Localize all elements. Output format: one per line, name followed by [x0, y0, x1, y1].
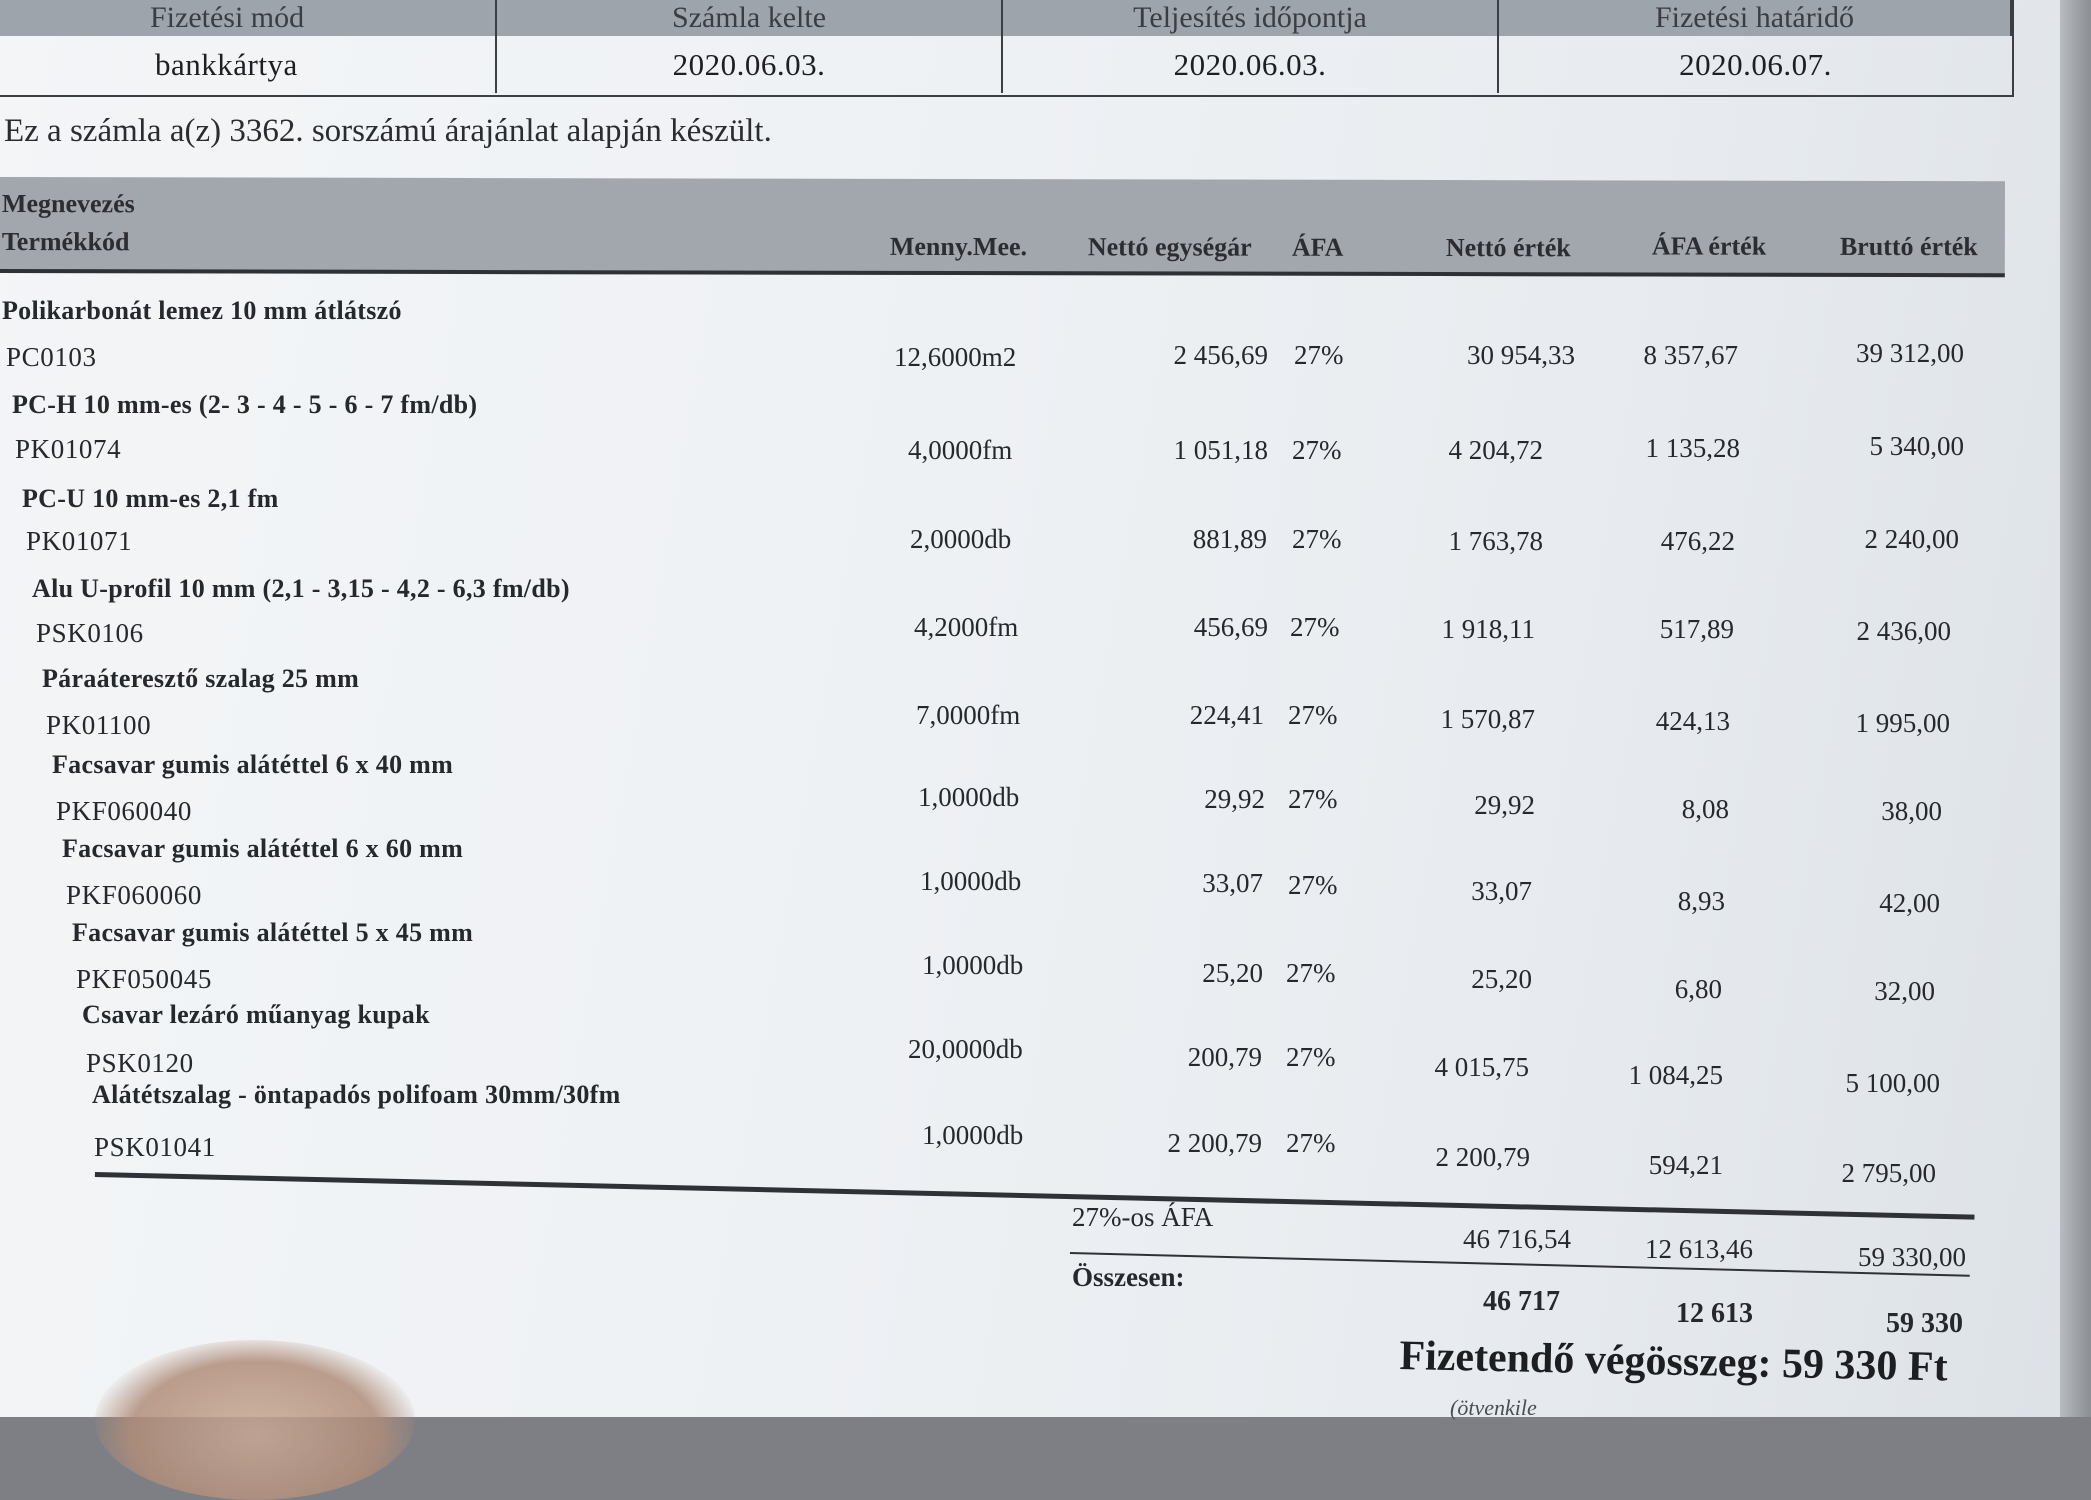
item-name: Facsavar gumis alátéttel 6 x 60 mm — [62, 834, 464, 863]
fulfillment-date-header: Teljesítés időpontja — [1003, 0, 1499, 36]
item-name: Csavar lezáró műanyag kupak — [82, 1000, 430, 1029]
item-vat-value: 594,21 — [1648, 1150, 1723, 1180]
item-vat-value: 476,22 — [1660, 526, 1735, 556]
item-vat: 27% — [1286, 1042, 1336, 1072]
col-gross-header: Bruttó érték — [1839, 231, 1978, 262]
item-name: Facsavar gumis alátéttel 6 x 40 mm — [52, 750, 454, 779]
table-row — [0, 574, 2060, 666]
total-net: 46 717 — [1483, 1286, 1560, 1317]
item-unit-price: 224,41 — [1189, 700, 1264, 730]
col-name-header: Megnevezés — [1, 189, 135, 219]
item-code: PK01074 — [15, 434, 122, 464]
vat-summary-vat: 12 613,46 — [1645, 1234, 1753, 1264]
item-vat: 27% — [1286, 958, 1336, 988]
item-gross: 32,00 — [1874, 976, 1935, 1006]
vat-summary-net: 46 716,54 — [1463, 1224, 1571, 1254]
item-name: PC-U 10 mm-es 2,1 fm — [22, 484, 279, 513]
item-vat-value: 1 084,25 — [1628, 1060, 1723, 1090]
item-qty: 1,0000db — [922, 950, 1024, 980]
item-unit-price: 200,79 — [1187, 1042, 1262, 1072]
item-vat: 27% — [1290, 612, 1340, 642]
payment-method-value: bankkártya — [0, 36, 497, 93]
item-unit-price: 456,69 — [1193, 612, 1268, 642]
item-net: 1 763,78 — [1448, 526, 1543, 556]
item-vat: 27% — [1292, 435, 1342, 465]
item-qty: 7,0000fm — [916, 700, 1021, 730]
item-name: PC-H 10 mm-es (2- 3 - 4 - 5 - 6 - 7 fm/db) — [12, 390, 478, 419]
payment-deadline-value: 2020.06.07. — [1679, 46, 1832, 82]
col-vat-value-header: ÁFA érték — [1651, 231, 1767, 261]
item-gross: 5 100,00 — [1845, 1068, 1940, 1098]
col-unit-price-header: Nettó egységár — [1087, 232, 1252, 262]
item-vat: 27% — [1288, 784, 1338, 814]
finger-thumb — [95, 1340, 415, 1500]
table-row — [0, 390, 2060, 482]
table-row — [0, 834, 2060, 926]
grand-total: Fizetendő végösszeg: 59 330 Ft — [1399, 1332, 1949, 1391]
item-unit-price: 33,07 — [1202, 868, 1263, 898]
item-net: 33,07 — [1471, 876, 1532, 906]
col-code-header: Termékkód — [1, 227, 130, 257]
item-gross: 1 995,00 — [1855, 708, 1950, 738]
item-name: Facsavar gumis alátéttel 5 x 45 mm — [72, 918, 474, 947]
item-qty: 2,0000db — [910, 524, 1012, 554]
item-name: Páraáteresztő szalag 25 mm — [42, 664, 360, 693]
item-net: 4 015,75 — [1434, 1052, 1529, 1082]
item-unit-price: 1 051,18 — [1173, 435, 1268, 465]
item-vat-value: 6,80 — [1674, 974, 1722, 1004]
total-gross: 59 330 — [1886, 1308, 1963, 1339]
table-row — [0, 750, 2060, 842]
payment-method-header: Fizetési mód — [0, 0, 497, 36]
item-qty: 1,0000db — [922, 1120, 1024, 1150]
item-vat: 27% — [1286, 1128, 1336, 1158]
item-qty: 4,0000fm — [908, 435, 1013, 465]
page-edge-shadow — [2060, 0, 2091, 1417]
item-gross: 2 240,00 — [1864, 524, 1959, 554]
item-gross: 42,00 — [1879, 888, 1940, 918]
item-net: 1 570,87 — [1440, 704, 1535, 734]
vat-summary-gross: 59 330,00 — [1858, 1242, 1966, 1272]
item-vat-value: 1 135,28 — [1645, 433, 1740, 463]
table-row — [0, 918, 2060, 1010]
item-vat-value: 8 357,67 — [1643, 340, 1738, 370]
item-qty: 1,0000db — [918, 782, 1020, 812]
item-net: 4 204,72 — [1448, 435, 1543, 465]
item-gross: 39 312,00 — [1856, 338, 1964, 368]
table-row — [0, 484, 2060, 576]
item-unit-price: 2 200,79 — [1167, 1128, 1262, 1158]
item-qty: 1,0000db — [920, 866, 1022, 896]
amount-in-words: (ötvenkile — [1450, 1395, 1537, 1420]
item-unit-price: 29,92 — [1204, 784, 1265, 814]
item-name: Alátétszalag - öntapadós polifoam 30mm/30fm — [92, 1080, 621, 1109]
item-code: PSK0106 — [36, 618, 144, 648]
item-name: Polikarbonát lemez 10 mm átlátszó — [2, 296, 402, 325]
item-qty: 20,0000db — [908, 1034, 1023, 1064]
item-net: 25,20 — [1471, 964, 1532, 994]
item-gross: 5 340,00 — [1869, 431, 1964, 461]
col-qty-header: Menny.Mee. — [889, 231, 1028, 262]
item-vat-value: 424,13 — [1655, 706, 1730, 736]
item-code: PSK01041 — [94, 1132, 216, 1162]
item-qty: 4,2000fm — [914, 612, 1019, 642]
item-vat: 27% — [1288, 700, 1338, 730]
item-gross: 38,00 — [1881, 796, 1942, 826]
item-code: PKF060060 — [66, 880, 202, 910]
quote-reference-note: Ez a számla a(z) 3362. sorszámú árajánlat alapján készült. — [4, 113, 772, 149]
item-vat: 27% — [1288, 870, 1338, 900]
item-net: 29,92 — [1474, 790, 1535, 820]
item-code: PKF050045 — [76, 964, 212, 994]
item-net: 2 200,79 — [1435, 1142, 1530, 1172]
item-vat: 27% — [1292, 524, 1342, 554]
item-name: Alu U-profil 10 mm (2,1 - 3,15 - 4,2 - 6,3 fm/db) — [32, 574, 570, 603]
item-gross: 2 795,00 — [1841, 1158, 1936, 1188]
item-vat-value: 8,93 — [1677, 886, 1725, 916]
invoice-date-value: 2020.06.03. — [497, 36, 1003, 93]
vat-summary-label: 27%-os ÁFA — [1072, 1202, 1214, 1232]
col-vat-header: ÁFA — [1291, 232, 1344, 262]
item-code: PC0103 — [6, 342, 97, 372]
col-net-header: Nettó érték — [1445, 233, 1571, 263]
item-code: PK01100 — [46, 710, 152, 740]
item-vat-value: 8,08 — [1681, 794, 1729, 824]
fulfillment-date-value: 2020.06.03. — [1003, 36, 1499, 93]
item-vat-value: 517,89 — [1659, 614, 1734, 644]
item-net: 1 918,11 — [1441, 614, 1535, 644]
total-vat: 12 613 — [1676, 1298, 1753, 1329]
item-unit-price: 25,20 — [1202, 958, 1263, 988]
payment-deadline-header: Fizetési határidő — [1499, 0, 2012, 36]
item-net: 30 954,33 — [1467, 340, 1575, 370]
item-unit-price: 2 456,69 — [1173, 340, 1268, 370]
item-gross: 2 436,00 — [1856, 616, 1951, 646]
table-row — [0, 296, 2060, 388]
item-vat: 27% — [1294, 340, 1344, 370]
table-row — [0, 1080, 2060, 1188]
table-row — [0, 664, 2060, 756]
item-code: PKF060040 — [56, 796, 192, 826]
total-label: Összesen: — [1072, 1262, 1185, 1292]
item-code: PK01071 — [26, 526, 133, 556]
invoice-date-header: Számla kelte — [497, 0, 1003, 36]
item-unit-price: 881,89 — [1192, 524, 1267, 554]
item-code: PSK0120 — [86, 1048, 194, 1078]
item-qty: 12,6000m2 — [894, 342, 1017, 372]
